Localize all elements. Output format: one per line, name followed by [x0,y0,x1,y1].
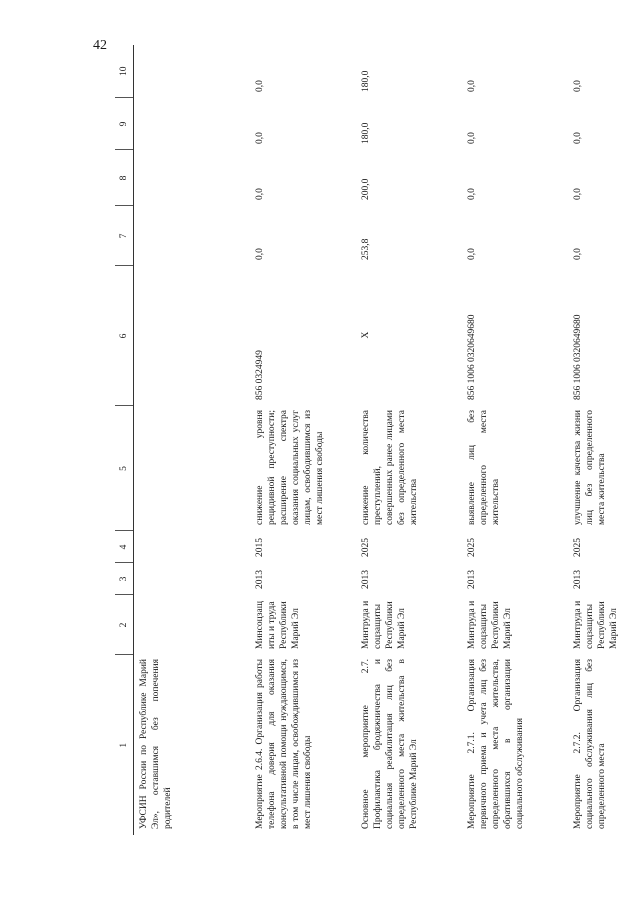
amount-col-10: 0,0 [255,80,265,92]
header-col-3: 3 [115,563,134,595]
amount-col-7: 0,0 [467,248,477,260]
amount-col-7: 0,0 [573,248,583,260]
amount-col-10 [134,45,251,98]
rotated-table-area [115,45,639,829]
activity-name: Мероприятие 2.7.2. Организация социального обслуживания лиц без определенного места [573,659,607,829]
amount-col-8: 200,0 [361,178,371,200]
budget-code: X [361,331,371,339]
expected-result: выявление лиц без определенного места жительства [467,410,501,525]
amount-col-8: 0,0 [573,188,583,200]
expected-result [134,406,251,531]
header-col-10: 10 [115,45,134,98]
responsible-executor: Минтруда и соцзащиты Республики Марий Эл [361,600,407,649]
end-year [134,531,251,563]
budget-code: 856 1006 0320649680 [467,314,477,400]
header-col-9: 9 [115,98,134,150]
header-col-2: 2 [115,595,134,655]
responsible-executor: Минсоцзащиты и труда Республики Марий Эл [255,600,301,649]
amount-col-7: 253,8 [361,238,371,260]
budget-code: 856 1006 0320649680 [573,314,583,400]
amount-col-7: 0,0 [255,248,265,260]
end-year: 2015 [255,538,265,557]
start-year: 2013 [361,570,371,589]
amount-col-9 [134,98,251,150]
responsible-executor: Минтруда и соцзащиты Республики Марий Эл [573,600,619,649]
responsible-executor: Минтруда и соцзащиты Республики Марий Эл [467,600,513,649]
end-year: 2025 [361,538,371,557]
amount-col-10: 0,0 [467,80,477,92]
amount-col-9: 0,0 [573,132,583,144]
table-row [356,45,462,835]
expected-result: снижение количества преступлений, совершенных ранее лицами без определенного места жительства [361,410,419,525]
start-year: 2013 [467,570,477,589]
amount-col-8: 0,0 [467,188,477,200]
end-year: 2025 [573,538,583,557]
program-activities-table [115,45,639,835]
header-col-1: 1 [115,655,134,835]
activity-name: Основное мероприятие 2.7. Профилактика бродяжничества и социальная реабилитация лиц без определенного места жительства в Республике Марий Эл [361,659,419,829]
budget-code [134,266,251,406]
amount-col-9: 0,0 [255,132,265,144]
amount-col-8 [134,150,251,206]
activity-name: УФСИН России по Республике Марий Эл», оставшимся без попечения родителей [139,659,173,829]
expected-result: снижение уровня рецидивной преступности; расширение спектра оказания социальных услуг лицам, освободившимся из мест лишения свободы [255,410,325,525]
table-row [568,45,639,835]
header-col-5: 5 [115,406,134,531]
activity-name: Мероприятие 2.7.1. Организация первичного приема и учета лиц без определенного места жительства, обратившихся в организации социального обслуживания [467,659,525,829]
amount-col-10: 0,0 [573,80,583,92]
amount-col-9: 180,0 [361,122,371,144]
header-col-4: 4 [115,531,134,563]
amount-col-7 [134,206,251,266]
column-number-header [115,45,134,835]
amount-col-9: 0,0 [467,132,477,144]
table-row [250,45,356,835]
activity-name: Мероприятие 2.6.4. Организация работы телефона доверия для оказания консультативной помощи нуждающимся, в том числе лицам, освобождившимся из мест лишения свободы [255,659,313,829]
expected-result: улучшение качества жизни лиц без определенного места жительства [573,410,607,525]
rotated-table-frame [115,45,639,835]
amount-col-8: 0,0 [255,188,265,200]
table-row [134,45,251,835]
header-col-7: 7 [115,206,134,266]
header-col-6: 6 [115,266,134,406]
responsible-executor [134,595,251,655]
budget-code: 856 0324949 [255,350,265,400]
start-year: 2013 [255,570,265,589]
page-number: 42 [93,38,107,53]
end-year: 2025 [467,538,477,557]
start-year [134,563,251,595]
start-year: 2013 [573,570,583,589]
amount-col-10: 180,0 [361,70,371,92]
table-row [462,45,568,835]
header-col-8: 8 [115,150,134,206]
